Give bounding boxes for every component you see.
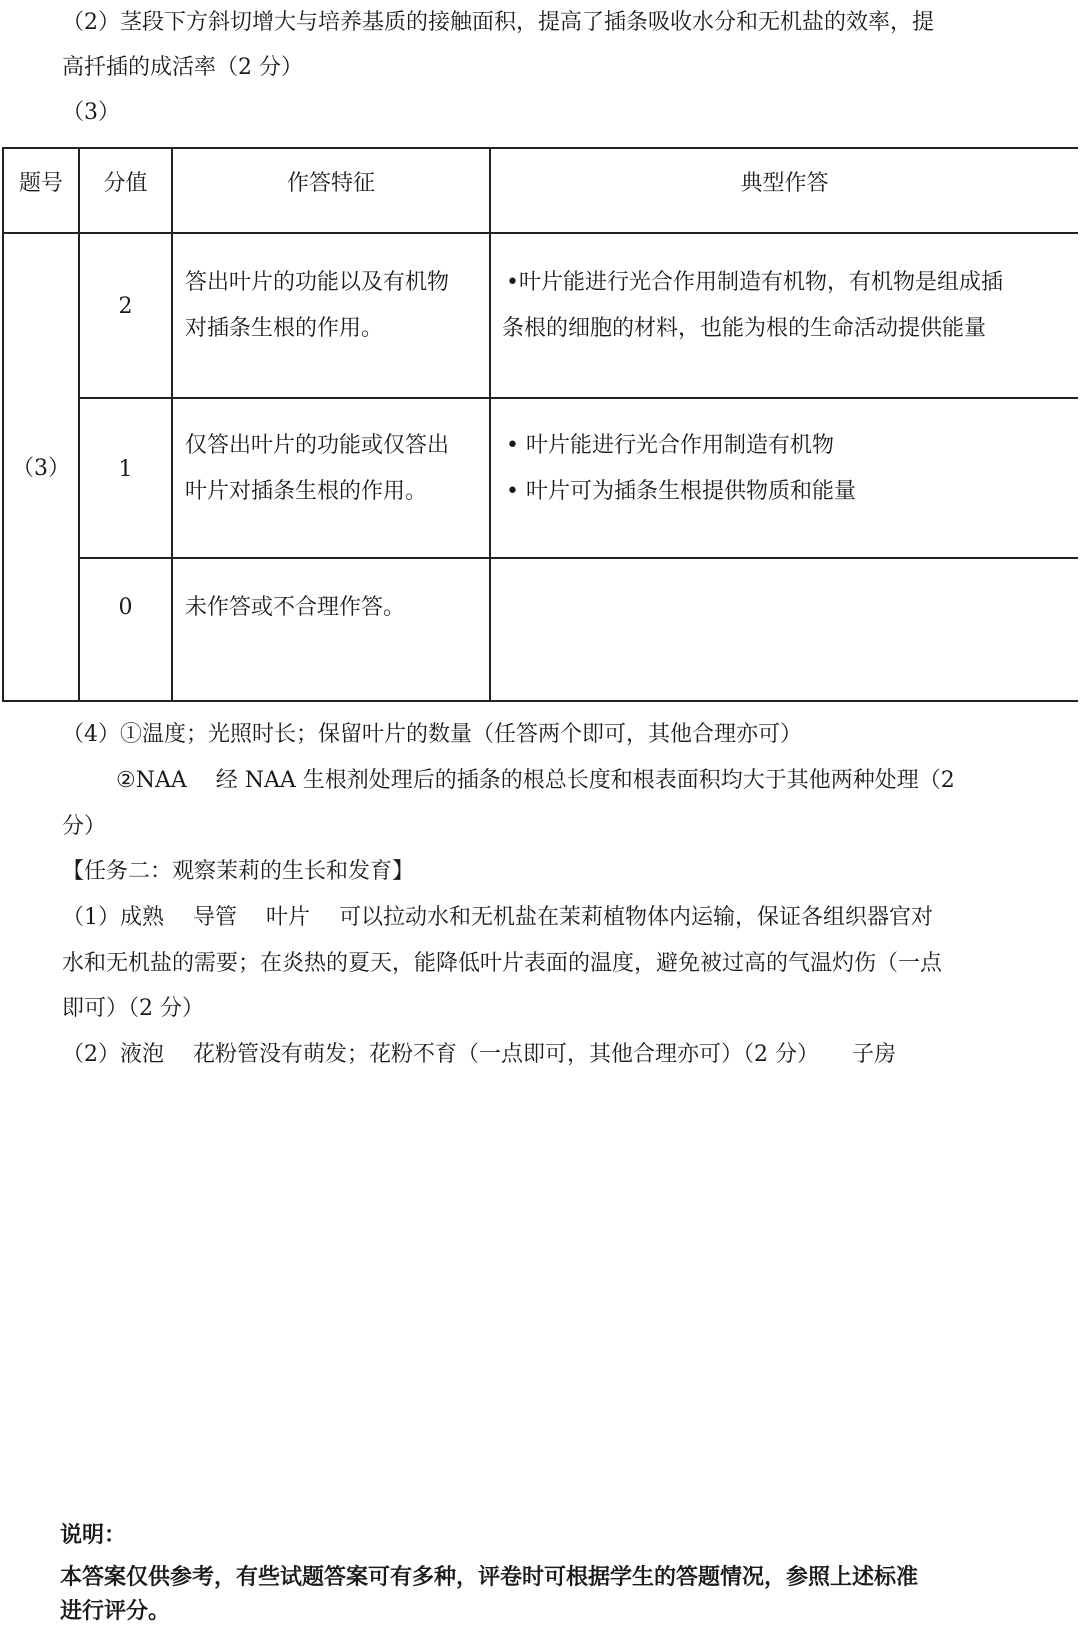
row-feature-line: 对插条生根的作用。 [185, 316, 384, 341]
row-feature-line: 叶片对插条生根的作用。 [185, 479, 428, 504]
part4-line1: （4）①温度；光照时长；保留叶片的数量（任答两个即可，其他合理亦可） [62, 722, 802, 747]
row-answer-line: 条根的细胞的材料，也能为根的生命活动提供能量 [502, 316, 987, 341]
row-answer-line: •叶片能进行光合作用制造有机物，有机物是组成插 [506, 270, 1003, 295]
row-answer-line: • 叶片可为插条生根提供物质和能量 [506, 479, 856, 504]
scoring-table [2, 147, 1078, 702]
row-score: 1 [118, 457, 133, 482]
header-typical-answer: 典型作答 [740, 171, 829, 196]
part4-line3: 分） [62, 814, 107, 839]
row-feature-line: 仅答出叶片的功能或仅答出 [185, 433, 450, 458]
part3-label: （3） [62, 100, 120, 125]
header-score: 分值 [103, 171, 148, 196]
task2-q1-line1: （1）成熟 导管 叶片 可以拉动水和无机盐在茉莉植物体内运输，保证各组织器官对 [62, 905, 933, 930]
header-feature: 作答特征 [286, 171, 375, 196]
part2-line1: （2）茎段下方斜切增大与培养基质的接触面积，提高了插条吸收水分和无机盐的效率，提 [62, 10, 935, 35]
row-score: 2 [118, 294, 133, 319]
task2-q2-line1: （2）液泡 花粉管没有萌发；花粉不育（一点即可，其他合理亦可）（2 分） 子房 [62, 1042, 896, 1067]
task2-q1-line3: 即可）（2 分） [62, 996, 204, 1021]
task2-heading: 【任务二：观察茉莉的生长和发育】 [62, 859, 415, 884]
part2-line2: 高扦插的成活率（2 分） [62, 55, 303, 80]
part4-line2: ②NAA 经 NAA 生根剂处理后的插条的根总长度和根表面积均大于其他两种处理（2 [116, 768, 955, 793]
note-line2: 进行评分。 [60, 1598, 171, 1624]
question-number: （3） [12, 456, 70, 481]
note-title: 说明： [60, 1522, 127, 1548]
row-feature-line: 答出叶片的功能以及有机物 [185, 270, 450, 295]
note-line1: 本答案仅供参考，有些试题答案可有多种，评卷时可根据学生的答题情况，参照上述标准 [60, 1564, 919, 1590]
header-question-no: 题号 [18, 171, 63, 196]
row-score: 0 [118, 595, 133, 620]
task2-q1-line2: 水和无机盐的需要；在炎热的夏天，能降低叶片表面的温度，避免被过高的气温灼伤（一点 [62, 951, 943, 976]
row-feature-line: 未作答或不合理作答。 [185, 595, 406, 620]
row-answer-line: • 叶片能进行光合作用制造有机物 [506, 433, 834, 458]
